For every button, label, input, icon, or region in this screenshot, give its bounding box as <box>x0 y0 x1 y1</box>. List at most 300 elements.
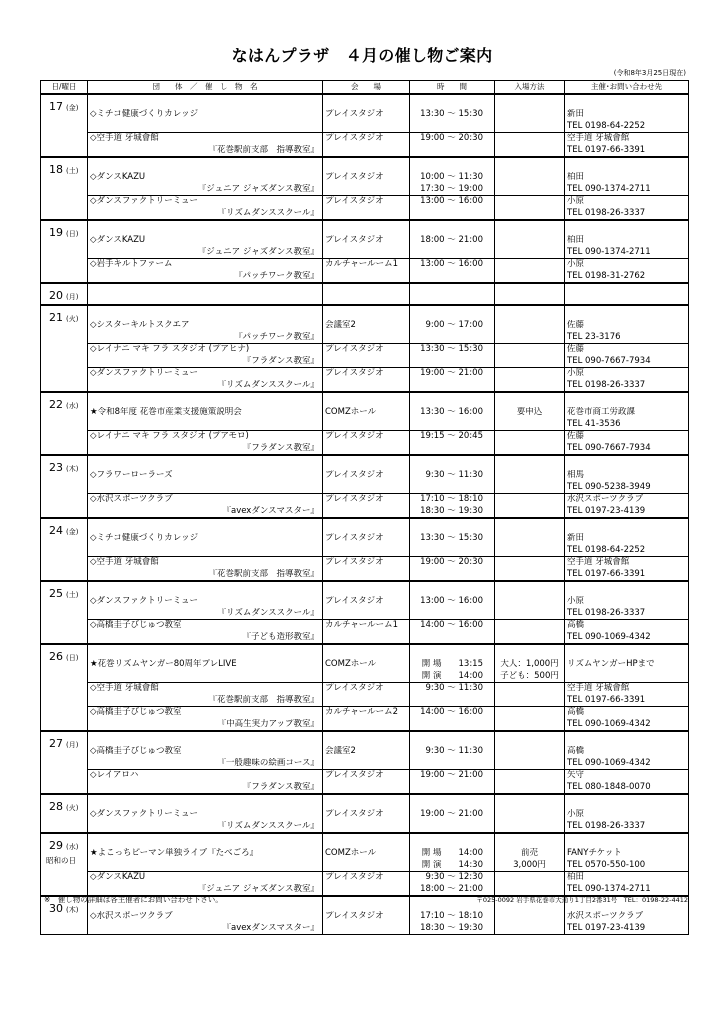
contact-name: 佐藤 <box>567 431 585 441</box>
contact-cell <box>565 196 689 221</box>
event-row <box>41 494 689 519</box>
date-cell <box>41 794 88 833</box>
contact-cell <box>565 259 689 284</box>
contact-phone: TEL 090-1069-4342 <box>567 757 651 768</box>
contact-cell <box>565 833 689 872</box>
blank-line <box>497 356 562 368</box>
time-cell <box>410 644 495 683</box>
date-cell <box>41 731 88 794</box>
event-name-cell <box>88 431 323 456</box>
contact-name: 小原 <box>567 809 585 819</box>
blank-line <box>412 419 483 431</box>
venue-name: カルチャールーム2 <box>325 707 398 717</box>
col-header-contact: 主催･お問い合わせ先 <box>565 81 689 95</box>
blank-line <box>90 482 320 494</box>
date-cell <box>41 94 88 157</box>
event-subtitle: 『リズムダンススクール』 <box>217 607 319 618</box>
blank-line <box>497 545 562 557</box>
admission-cell <box>495 196 565 221</box>
event-name-cell <box>88 683 323 707</box>
event-subtitle: 『花巻駅前支部 指導教室』 <box>208 694 319 705</box>
venue-name: プレイスタジオ <box>325 809 384 819</box>
contact-name: 高橋 <box>567 620 585 630</box>
time-slot: 開 場 13:15 <box>421 659 483 669</box>
venue-name: 会議室2 <box>325 320 356 330</box>
admission-cell <box>495 683 565 707</box>
event-name: ◇水沢スポーツクラブ <box>90 911 173 921</box>
day-number: 27 <box>49 737 63 750</box>
venue-name: プレイスタジオ <box>325 470 384 480</box>
event-name: ◇高橋圭子びじゅつ教室 <box>90 620 182 630</box>
day-number: 24 <box>49 524 63 537</box>
venue-name: プレイスタジオ <box>325 533 384 543</box>
contact-name: 小原 <box>567 259 585 269</box>
day-of-week: (金) <box>66 528 79 536</box>
time-cell <box>410 833 495 872</box>
blank-line <box>497 121 562 133</box>
venue-name: プレイスタジオ <box>325 683 384 693</box>
event-row <box>41 683 689 707</box>
event-row <box>41 368 689 393</box>
event-name-cell <box>88 872 323 897</box>
day-number: 23 <box>49 461 63 474</box>
blank-line <box>497 145 562 157</box>
venue-name: プレイスタジオ <box>325 557 384 567</box>
event-name-cell <box>88 620 323 645</box>
contact-cell <box>565 557 689 582</box>
admission-cell <box>495 494 565 519</box>
contact-name: 佐藤 <box>567 320 585 330</box>
blank-line <box>497 569 562 581</box>
empty-day-row <box>41 283 689 305</box>
time-cell <box>410 157 495 196</box>
blank-line <box>325 632 407 644</box>
contact-cell <box>565 431 689 456</box>
contact-cell <box>565 157 689 196</box>
event-name-cell <box>88 518 323 557</box>
venue-name: プレイスタジオ <box>325 494 384 504</box>
blank-line <box>325 860 407 872</box>
time-slot: 19:00 ～ 21:00 <box>420 770 483 780</box>
contact-name: 小原 <box>567 596 585 606</box>
blank-line <box>325 380 407 392</box>
contact-name: 高橋 <box>567 707 585 717</box>
venue-cell <box>323 557 410 582</box>
event-row <box>41 794 689 833</box>
event-name-cell <box>88 557 323 582</box>
admission-cell <box>495 94 565 133</box>
event-subtitle: 『ジュニア ジャズダンス教室』 <box>197 183 319 194</box>
time-slot: 17:30 ～ 19:00 <box>420 183 483 194</box>
time-cell <box>410 770 495 795</box>
contact-cell <box>565 305 689 344</box>
admission-cell <box>495 344 565 368</box>
admission-info: 3,000円 <box>513 859 546 870</box>
day-of-week: (木) <box>66 906 79 914</box>
venue-name: 会議室2 <box>325 746 356 756</box>
contact-cell <box>565 133 689 158</box>
schedule-table <box>40 80 689 935</box>
col-header-event: 団 体 ／ 催 し 物 名 <box>88 81 323 95</box>
contact-name: 空手道 牙城會館 <box>567 683 630 693</box>
admission-cell <box>495 770 565 795</box>
admission-cell <box>495 431 565 456</box>
contact-phone: TEL 0198-64-2252 <box>567 120 646 131</box>
event-name: ◇ダンスKAZU <box>90 872 146 882</box>
venue-name: プレイスタジオ <box>325 172 384 182</box>
blank-line <box>325 482 407 494</box>
admission-cell <box>495 305 565 344</box>
time-cell <box>410 494 495 519</box>
event-row <box>41 431 689 456</box>
venue-name: プレイスタジオ <box>325 133 384 143</box>
blank-line <box>412 758 483 770</box>
date-cell <box>41 157 88 220</box>
day-of-week: (火) <box>66 315 79 323</box>
time-slot: 開 演 14:00 <box>421 670 483 681</box>
event-name-cell <box>88 305 323 344</box>
time-slot: 13:30 ～ 16:00 <box>420 407 483 417</box>
event-row <box>41 620 689 645</box>
blank-line <box>325 719 407 731</box>
time-slot: 9:30 ～ 11:30 <box>425 746 483 756</box>
blank-line <box>412 608 483 620</box>
contact-name: 花巻市商工労政課 <box>567 407 636 417</box>
contact-phone: TEL 0198-64-2252 <box>567 544 646 555</box>
event-name: ◇高橋圭子びじゅつ教室 <box>90 707 182 717</box>
time-slot: 17:10 ～ 18:10 <box>420 494 483 504</box>
day-of-week: (金) <box>66 104 79 112</box>
time-cell <box>410 581 495 620</box>
blank-line <box>325 184 407 196</box>
date-cell <box>41 455 88 518</box>
event-row <box>41 581 689 620</box>
date-cell <box>41 644 88 731</box>
admission-cell <box>495 259 565 284</box>
blank-line <box>497 109 562 121</box>
venue-name: プレイスタジオ <box>325 770 384 780</box>
time-slot: 13:00 ～ 16:00 <box>420 596 483 606</box>
admission-cell <box>495 557 565 582</box>
event-subtitle: 『リズムダンススクール』 <box>217 820 319 831</box>
blank-line <box>497 821 562 833</box>
blank-line <box>90 121 320 133</box>
day-number: 21 <box>49 311 63 324</box>
day-number: 22 <box>49 398 63 411</box>
contact-cell <box>565 494 689 519</box>
event-row <box>41 220 689 259</box>
time-slot: 19:00 ～ 20:30 <box>420 133 483 143</box>
time-slot: 9:30 ～ 11:30 <box>425 683 483 693</box>
page-title: なはんプラザ ４月の催し物ご案内 <box>231 46 493 65</box>
blank-line <box>325 569 407 581</box>
time-cell <box>410 731 495 770</box>
admission-cell <box>495 707 565 732</box>
event-row <box>41 707 689 732</box>
time-cell <box>410 392 495 431</box>
table-header <box>41 81 689 95</box>
blank-line <box>325 671 407 683</box>
time-cell <box>410 133 495 158</box>
venue-name: COMZホール <box>325 407 377 417</box>
contact-phone: TEL 0570-550-100 <box>567 859 646 870</box>
event-subtitle: 『ジュニア ジャズダンス教室』 <box>197 246 319 257</box>
contact-name: 新田 <box>567 533 585 543</box>
blank-line <box>412 719 483 731</box>
date-cell <box>41 283 88 305</box>
date-cell <box>41 392 88 455</box>
time-cell <box>410 259 495 284</box>
as-of-date: (令和8年3月25日現在) <box>613 69 686 77</box>
time-slot: 17:10 ～ 18:10 <box>420 911 483 921</box>
blank-line <box>497 419 562 431</box>
event-name: ◇空手道 牙城會館 <box>90 133 159 143</box>
venue-name: カルチャールーム1 <box>325 620 398 630</box>
event-name: ★花巻リズムヤンガー80周年プレLIVE <box>90 659 237 669</box>
admission-cell <box>495 620 565 645</box>
blank-line <box>412 569 483 581</box>
blank-line <box>497 758 562 770</box>
time-slot: 13:30 ～ 15:30 <box>420 533 483 543</box>
contact-cell <box>565 368 689 393</box>
venue-cell <box>323 644 410 683</box>
admission-cell <box>495 133 565 158</box>
blank-line <box>412 695 483 707</box>
event-name-cell <box>88 283 323 305</box>
event-name: ◇岩手キルトファーム <box>90 259 173 269</box>
event-subtitle: 『子ども造形教室』 <box>242 631 319 642</box>
contact-cell <box>565 770 689 795</box>
venue-cell <box>323 833 410 872</box>
contact-phone: TEL 0197-23-4139 <box>567 505 646 516</box>
event-name: ◇ダンスファクトリーミュー <box>90 596 199 606</box>
event-name-cell <box>88 94 323 133</box>
venue-cell <box>323 707 410 732</box>
venue-cell <box>323 133 410 158</box>
blank-line <box>497 208 562 220</box>
event-name: ◇ダンスKAZU <box>90 235 146 245</box>
venue-name: カルチャールーム1 <box>325 259 398 269</box>
day-of-week: (火) <box>66 804 79 812</box>
contact-phone: TEL 0197-66-3391 <box>567 694 646 705</box>
col-header-time: 時 間 <box>410 81 495 95</box>
admission-info: 子ども：500円 <box>500 670 559 681</box>
contact-cell <box>565 455 689 494</box>
event-subtitle: 『フラダンス教室』 <box>242 442 319 453</box>
blank-line <box>497 782 562 794</box>
blank-line <box>412 271 483 283</box>
venue-cell <box>323 283 410 305</box>
blank-line <box>412 632 483 644</box>
venue-name: プレイスタジオ <box>325 596 384 606</box>
date-cell <box>41 305 88 392</box>
contact-cell <box>565 872 689 897</box>
contact-phone: TEL 090-7667-7934 <box>567 355 651 366</box>
venue-cell <box>323 872 410 897</box>
blank-line <box>497 632 562 644</box>
event-name: ◇ミチコ健康づくりカレッジ <box>90 533 199 543</box>
contact-name: 空手道 牙城會館 <box>567 133 630 143</box>
time-slot: 13:00 ～ 16:00 <box>420 196 483 206</box>
admission-cell <box>495 833 565 872</box>
venue-cell <box>323 157 410 196</box>
admission-cell <box>495 644 565 683</box>
contact-name: 空手道 牙城會館 <box>567 557 630 567</box>
contact-phone: TEL 080-1848-0070 <box>567 781 651 792</box>
contact-name: 柏田 <box>567 872 585 882</box>
event-name: ◇ダンスファクトリーミュー <box>90 368 199 378</box>
contact-phone: TEL 0197-66-3391 <box>567 568 646 579</box>
footer-address: 〒025-0092 岩手県花巻市大通り1丁目2番31号 TEL：0198-22-4412 <box>476 896 688 904</box>
blank-line <box>325 545 407 557</box>
admission-cell <box>495 794 565 833</box>
event-name: ★令和8年度 花巻市産業支援施策説明会 <box>90 407 242 417</box>
day-of-week: (土) <box>66 591 79 599</box>
day-of-week: (水) <box>66 402 79 410</box>
contact-cell <box>565 707 689 732</box>
time-slot: 18:00 ～ 21:00 <box>420 883 483 894</box>
time-slot: 13:30 ～ 15:30 <box>420 344 483 354</box>
date-cell <box>41 833 88 896</box>
contact-phone: TEL 090-1069-4342 <box>567 718 651 729</box>
contact-name: 柏田 <box>567 235 585 245</box>
venue-cell <box>323 494 410 519</box>
venue-cell <box>323 455 410 494</box>
time-cell <box>410 518 495 557</box>
event-row <box>41 770 689 795</box>
time-cell <box>410 872 495 897</box>
contact-name: 小原 <box>567 368 585 378</box>
contact-cell <box>565 220 689 259</box>
contact-phone: TEL 0198-26-3337 <box>567 820 646 831</box>
day-number: 29 <box>49 839 63 852</box>
blank-line <box>497 184 562 196</box>
event-name-cell <box>88 581 323 620</box>
event-subtitle: 『ジュニア ジャズダンス教室』 <box>197 883 319 894</box>
time-cell <box>410 683 495 707</box>
blank-line <box>325 443 407 455</box>
blank-line <box>325 356 407 368</box>
event-subtitle: 『リズムダンススクール』 <box>217 379 319 390</box>
blank-line <box>497 608 562 620</box>
event-row <box>41 157 689 196</box>
blank-line <box>325 121 407 133</box>
contact-phone: TEL 090-5238-3949 <box>567 481 651 492</box>
blank-line <box>412 821 483 833</box>
blank-line <box>497 133 562 145</box>
event-name: ◇ダンスファクトリーミュー <box>90 196 199 206</box>
blank-line <box>497 247 562 259</box>
event-name-cell <box>88 133 323 158</box>
event-row <box>41 872 689 897</box>
blank-line <box>325 695 407 707</box>
contact-name: FANYチケット <box>567 848 622 858</box>
blank-line <box>497 235 562 247</box>
venue-cell <box>323 581 410 620</box>
time-slot: 9:00 ～ 17:00 <box>425 320 483 330</box>
event-subtitle: 『パッチワーク教室』 <box>233 270 319 281</box>
time-slot: 19:15 ～ 20:45 <box>420 431 483 441</box>
time-cell <box>410 368 495 393</box>
venue-cell <box>323 620 410 645</box>
time-slot: 19:00 ～ 21:00 <box>420 368 483 378</box>
blank-line <box>497 911 562 923</box>
contact-phone: TEL 23-3176 <box>567 331 621 342</box>
blank-line <box>325 608 407 620</box>
venue-cell <box>323 896 410 935</box>
admission-info: 大人：1,000円 <box>500 659 559 669</box>
contact-phone: TEL 090-7667-7934 <box>567 442 651 453</box>
blank-line <box>497 470 562 482</box>
contact-phone: TEL 0198-26-3337 <box>567 207 646 218</box>
event-name: ◇レイナニ マキ フラ スタジオ (プアヒナ) <box>90 344 250 354</box>
blank-line <box>497 596 562 608</box>
day-number: 30 <box>49 902 63 915</box>
venue-name: COMZホール <box>325 659 377 669</box>
venue-name: プレイスタジオ <box>325 368 384 378</box>
contact-cell <box>565 392 689 431</box>
day-number: 19 <box>49 226 63 239</box>
blank-line <box>412 782 483 794</box>
blank-line <box>325 821 407 833</box>
contact-name: 小原 <box>567 196 585 206</box>
admission-cell <box>495 731 565 770</box>
venue-name: プレイスタジオ <box>325 235 384 245</box>
event-row <box>41 305 689 344</box>
venue-cell <box>323 794 410 833</box>
blank-line <box>497 557 562 569</box>
contact-name: 柏田 <box>567 172 585 182</box>
time-slot: 14:00 ～ 16:00 <box>420 707 483 717</box>
time-slot: 開 演 14:30 <box>421 859 483 870</box>
event-subtitle: 『avexダンスマスター』 <box>222 922 319 933</box>
blank-line <box>90 545 320 557</box>
blank-line <box>497 332 562 344</box>
time-cell <box>410 707 495 732</box>
time-cell <box>410 220 495 259</box>
contact-name: 新田 <box>567 109 585 119</box>
day-number: 28 <box>49 800 63 813</box>
blank-line <box>497 746 562 758</box>
contact-cell <box>565 581 689 620</box>
time-slot: 9:30 ～ 11:30 <box>425 470 483 480</box>
event-name: ◇レイナニ マキ フラ スタジオ (プアモロ) <box>90 431 249 441</box>
day-of-week: (日) <box>66 230 79 238</box>
event-row <box>41 344 689 368</box>
time-cell <box>410 431 495 456</box>
event-name: ◇フラワーローラーズ <box>90 470 173 480</box>
contact-phone: TEL 0197-23-4139 <box>567 922 646 933</box>
venue-name: プレイスタジオ <box>325 872 384 882</box>
blank-line <box>325 884 407 896</box>
event-row <box>41 518 689 557</box>
event-row <box>41 557 689 582</box>
admission-cell <box>495 368 565 393</box>
day-of-week: (木) <box>66 465 79 473</box>
col-header-date: 日/曜日 <box>41 81 88 95</box>
event-name: ★よこっちピーマン単独ライブ『たべごろ』 <box>90 848 259 858</box>
venue-cell <box>323 305 410 344</box>
event-name: ◇レイアロハ <box>90 770 139 780</box>
blank-line <box>497 344 562 356</box>
venue-name: プレイスタジオ <box>325 431 384 441</box>
blank-line <box>497 380 562 392</box>
venue-cell <box>323 683 410 707</box>
blank-line <box>325 506 407 518</box>
event-subtitle: 『リズムダンススクール』 <box>217 207 319 218</box>
blank-line <box>497 809 562 821</box>
blank-line <box>567 671 686 683</box>
